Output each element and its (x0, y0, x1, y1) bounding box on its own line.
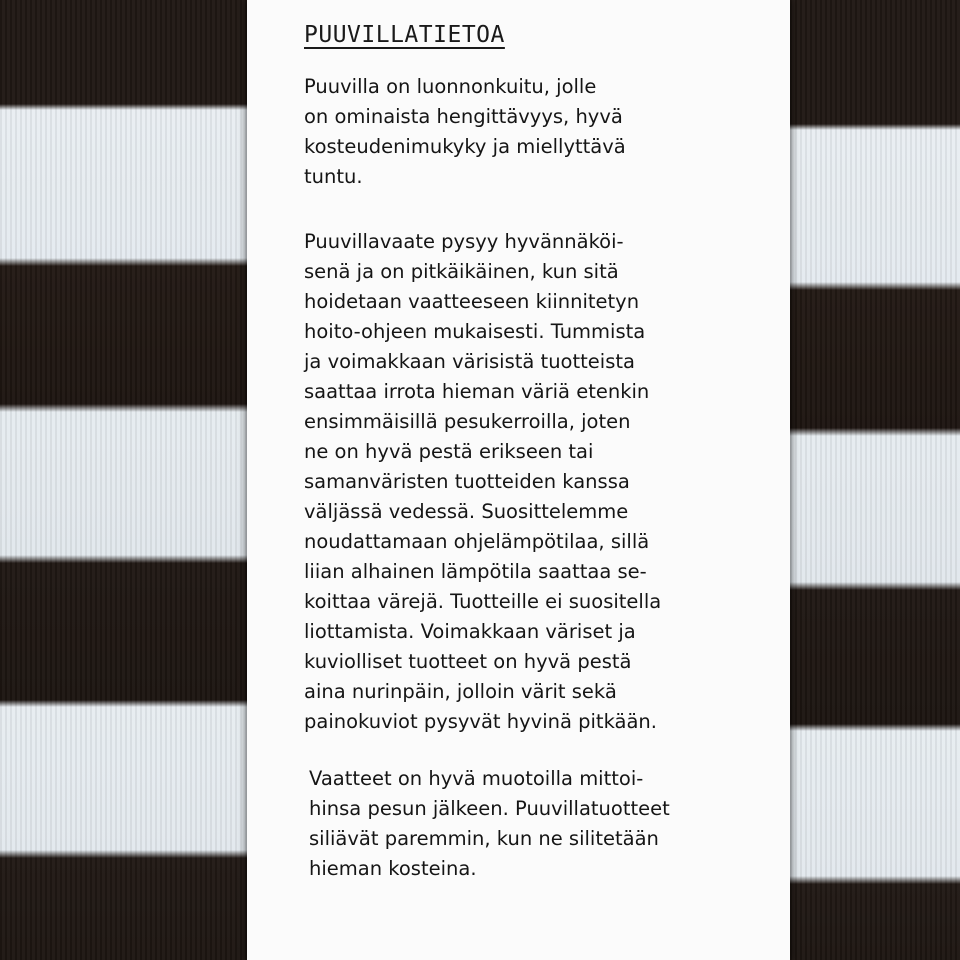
text-line: hoidetaan vaatteeseen kiinnitetyn (304, 290, 640, 313)
text-line: hieman kosteina. (309, 857, 477, 880)
text-line: tuntu. (304, 165, 363, 188)
text-line: samanväristen tuotteiden kanssa (304, 470, 630, 493)
text-line: kosteudenimukyky ja miellyttävä (304, 135, 626, 158)
text-line: on ominaista hengittävyys, hyvä (304, 105, 623, 128)
label-title: PUUVILLATIETOA (304, 22, 505, 48)
text-line: ne on hyvä pestä erikseen tai (304, 440, 594, 463)
text-line: hinsa pesun jälkeen. Puuvillatuotteet (309, 797, 670, 820)
striped-fabric-right (790, 0, 960, 960)
text-line: Vaatteet on hyvä muotoilla mittoi- (309, 767, 644, 790)
text-line: ja voimakkaan värisistä tuotteista (304, 350, 635, 373)
text-line: liian alhainen lämpötila saattaa se- (304, 560, 647, 583)
text-line: ensimmäisillä pesukerroilla, joten (304, 410, 631, 433)
care-label-card (247, 0, 790, 960)
text-line: hoito-ohjeen mukaisesti. Tummista (304, 320, 646, 343)
text-line: noudattamaan ohjelämpötilaa, sillä (304, 530, 650, 553)
text-line: saattaa irrota hieman väriä etenkin (304, 380, 650, 403)
text-line: aina nurinpäin, jolloin värit sekä (304, 680, 617, 703)
paragraph-fiber-info (304, 72, 626, 192)
text-line: Puuvillavaate pysyy hyvännäköi- (304, 230, 624, 253)
text-line: Puuvilla on luonnonkuitu, jolle (304, 75, 597, 98)
text-line: senä ja on pitkäikäinen, kun sitä (304, 260, 619, 283)
paragraph-care-instructions (304, 227, 661, 737)
text-line: siliävät paremmin, kun ne silitetään (309, 827, 659, 850)
text-line: väljässä vedessä. Suosittelemme (304, 500, 629, 523)
text-line: liottamista. Voimakkaan väriset ja (304, 620, 636, 643)
text-line: painokuviot pysyvät hyvinä pitkään. (304, 710, 657, 733)
text-line: koittaa värejä. Tuotteille ei suositella (304, 590, 662, 613)
paragraph-shaping-ironing (309, 764, 670, 884)
text-line: kuviolliset tuotteet on hyvä pestä (304, 650, 632, 673)
